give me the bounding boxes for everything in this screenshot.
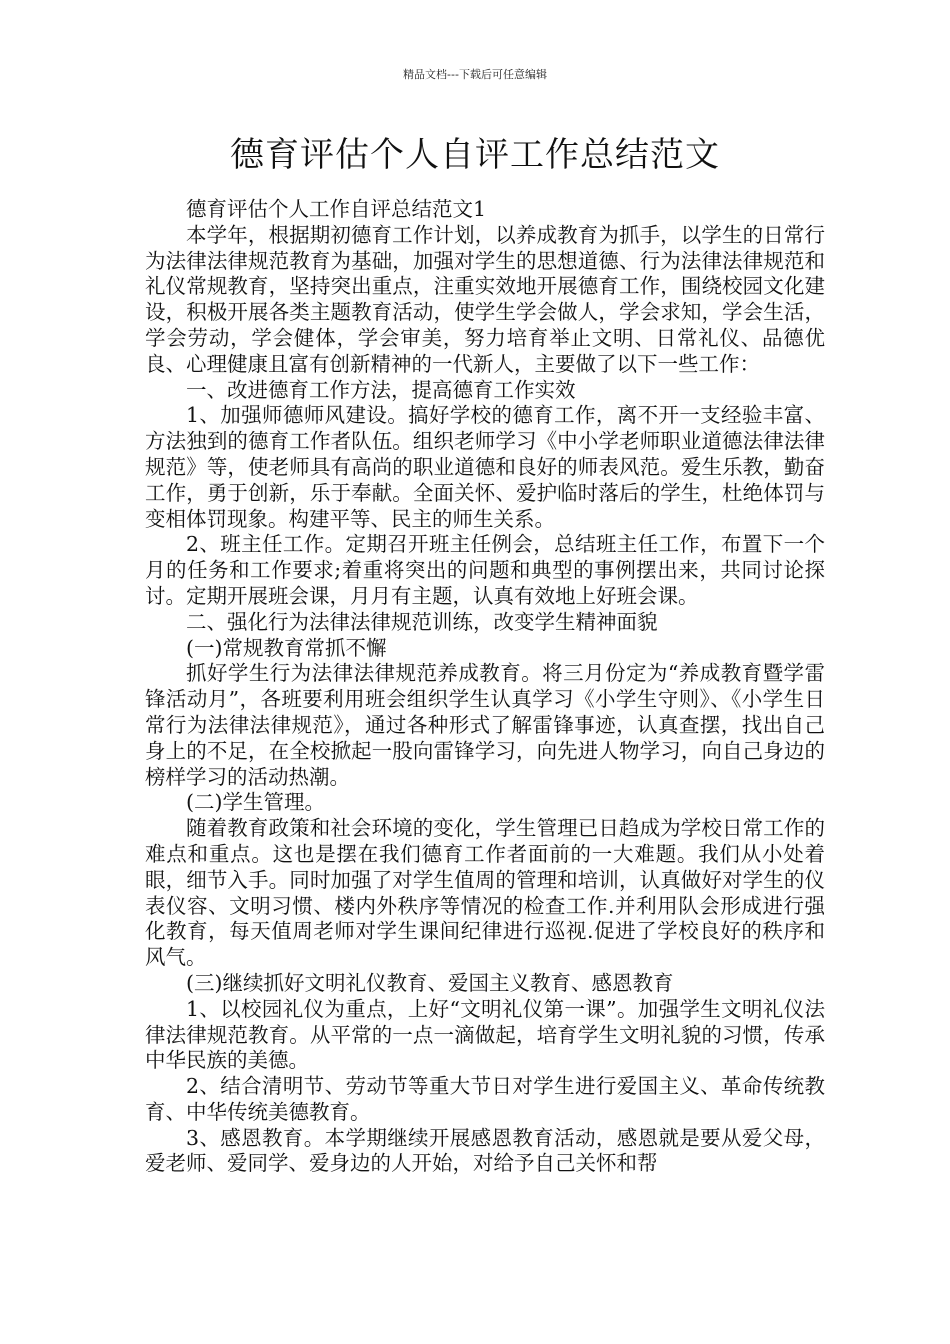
body-paragraph: 随着教育政策和社会环境的变化，学生管理已日趋成为学校日常工作的难点和重点。这也是摆在我们德育工作者面前的一大难题。我们从小处着眼，细节入手。同时加强了对学生值周的管理和培训，认真做好对学生的仪表仪容、文明习惯、楼内外秩序等情况的检查工作.并利用队会形成进行强化教育，每天值周老师对学生课间纪律进行巡视.促进了学校良好的秩序和风气。 xyxy=(145,816,825,970)
header-note: 精品文档---下载后可任意编辑 xyxy=(403,68,547,81)
subsection-heading: (二)学生管理。 xyxy=(186,790,325,815)
section-heading: 一、改进德育工作方法，提高德育工作实效 xyxy=(186,377,576,402)
body-paragraph: 本学年，根据期初德育工作计划，以养成教育为抓手，以学生的日常行为法律法律规范教育为基础，加强对学生的思想道德、行为法律法律规范和礼仪常规教育，坚持突出重点，注重实效地开展德育工作，围绕校园文化建设，积极开展各类主题教育活动，使学生学会做人，学会求知，学会生活，学会劳动，学会健体，学会审美，努力培育举止文明、日常礼仪、品德优良、心理健康且富有创新精神的一代新人，主要做了以下一些工作： xyxy=(145,222,825,376)
document-title: 德育评估个人自评工作总结范文 xyxy=(230,135,720,175)
document-body xyxy=(145,197,825,1177)
subtitle-paragraph: 德育评估个人工作自评总结范文1 xyxy=(186,197,487,221)
subsection-heading: (一)常规教育常抓不懈 xyxy=(186,635,387,660)
body-paragraph: 2、结合清明节、劳动节等重大节日对学生进行爱国主义、革命传统教育、中华传统美德教育。 xyxy=(145,1074,825,1124)
subsection-heading: (三)继续抓好文明礼仪教育、爱国主义教育、感恩教育 xyxy=(186,970,674,995)
body-paragraph: 1、以校园礼仪为重点，上好“文明礼仪第一课”。加强学生文明礼仪法律法律规范教育。从平常的一点一滴做起，培育学生文明礼貌的习惯，传承中华民族的美德。 xyxy=(145,996,825,1073)
section-heading: 二、强化行为法律法律规范训练，改变学生精神面貌 xyxy=(186,609,658,634)
body-paragraph: 3、感恩教育。本学期继续开展感恩教育活动，感恩就是要从爱父母，爱老师、爱同学、爱身边的人开始，对给予自己关怀和帮 xyxy=(145,1125,825,1176)
body-paragraph: 1、加强师德师风建设。搞好学校的德育工作，离不开一支经验丰富、方法独到的德育工作者队伍。组织老师学习《中小学老师职业道德法律法律规范》等，使老师具有高尚的职业道德和良好的师表风范。爱生乐教，勤奋工作，勇于创新，乐于奉献。全面关怀、爱护临时落后的学生，杜绝体罚与变相体罚现象。构建平等、民主的师生关系。 xyxy=(145,403,825,531)
body-paragraph: 2、班主任工作。定期召开班主任例会，总结班主任工作，布置下一个月的任务和工作要求;着重将突出的问题和典型的事例摆出来，共同讨论探讨。定期开展班会课，月月有主题，认真有效地上好班会课。 xyxy=(145,532,825,608)
body-paragraph: 抓好学生行为法律法律规范养成教育。将三月份定为“养成教育暨学雷锋活动月”，各班要利用班会组织学生认真学习《小学生守则》、《小学生日常行为法律法律规范》，通过各种形式了解雷锋事迹，认真查摆，找出自己身上的不足，在全校掀起一股向雷锋学习，向先进人物学习，向自己身边的榜样学习的活动热潮。 xyxy=(145,661,825,789)
